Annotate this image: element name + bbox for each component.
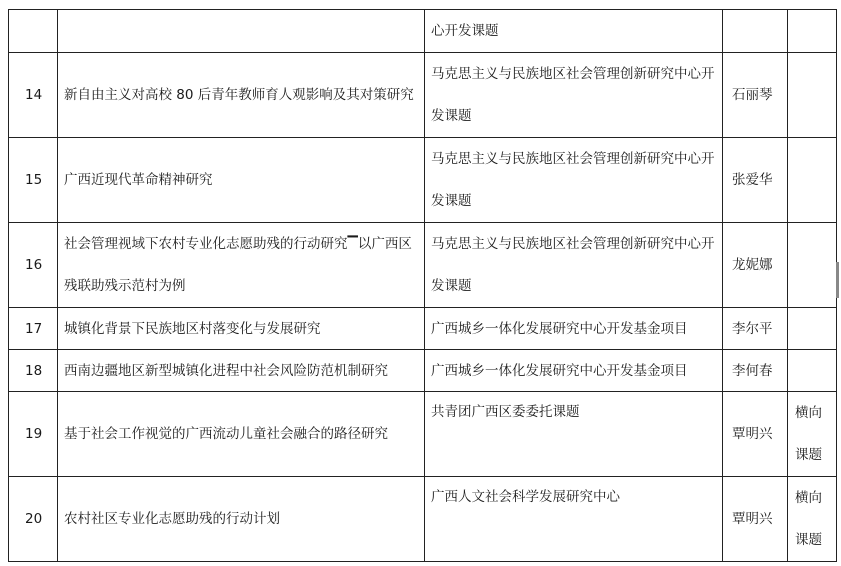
project-title: 城镇化背景下民族地区村落变化与发展研究 [58, 308, 425, 350]
project-leader: 覃明兴 [723, 392, 788, 477]
project-source: 马克思主义与民族地区社会管理创新研究中心开发课题 [425, 53, 723, 138]
project-title: 西南边疆地区新型城镇化进程中社会风险防范机制研究 [58, 350, 425, 392]
project-source: 马克思主义与民族地区社会管理创新研究中心开发课题 [425, 138, 723, 223]
project-source: 马克思主义与民族地区社会管理创新研究中心开发课题 [425, 223, 723, 308]
project-source: 广西城乡一体化发展研究中心开发基金项目 [425, 350, 723, 392]
project-leader: 石丽琴 [723, 53, 788, 138]
project-title: 新自由主义对高校 80 后青年教师育人观影响及其对策研究 [58, 53, 425, 138]
scrollbar-thumb[interactable] [836, 262, 839, 298]
project-source: 广西人文社会科学发展研究中心 [425, 477, 723, 562]
project-note [788, 138, 837, 223]
project-title: 农村社区专业化志愿助残的行动计划 [58, 477, 425, 562]
row-number [9, 10, 58, 53]
table-row [9, 350, 837, 392]
project-leader: 龙妮娜 [723, 223, 788, 308]
project-note [788, 10, 837, 53]
project-note [788, 477, 837, 562]
row-number: 17 [9, 308, 58, 350]
row-number: 20 [9, 477, 58, 562]
project-source: 共青团广西区委委托课题 [425, 392, 723, 477]
note-line: 课题 [795, 532, 822, 548]
project-note [788, 53, 837, 138]
table-row [9, 308, 837, 350]
table-row [9, 138, 837, 223]
project-source: 心开发课题 [425, 10, 723, 53]
project-title: 社会管理视域下农村专业化志愿助残的行动研究▔以广西区残联助残示范村为例 [58, 223, 425, 308]
row-number: 18 [9, 350, 58, 392]
project-note [788, 350, 837, 392]
project-leader: 李尔平 [723, 308, 788, 350]
row-number: 15 [9, 138, 58, 223]
note-line: 横向 [795, 405, 822, 421]
table-row [9, 223, 837, 308]
row-number: 14 [9, 53, 58, 138]
project-note [788, 392, 837, 477]
project-table [8, 9, 837, 562]
project-source: 广西城乡一体化发展研究中心开发基金项目 [425, 308, 723, 350]
note-line: 横向 [795, 490, 822, 506]
project-leader: 张爱华 [723, 138, 788, 223]
project-note [788, 223, 837, 308]
project-leader: 李何春 [723, 350, 788, 392]
project-title: 广西近现代革命精神研究 [58, 138, 425, 223]
project-leader: 覃明兴 [723, 477, 788, 562]
note-line: 课题 [795, 447, 822, 463]
project-leader [723, 10, 788, 53]
project-title: 基于社会工作视觉的广西流动儿童社会融合的路径研究 [58, 392, 425, 477]
project-title [58, 10, 425, 53]
table-row [9, 10, 837, 53]
table-row [9, 477, 837, 562]
table-row [9, 392, 837, 477]
row-number: 16 [9, 223, 58, 308]
project-note [788, 308, 837, 350]
table-row [9, 53, 837, 138]
row-number: 19 [9, 392, 58, 477]
